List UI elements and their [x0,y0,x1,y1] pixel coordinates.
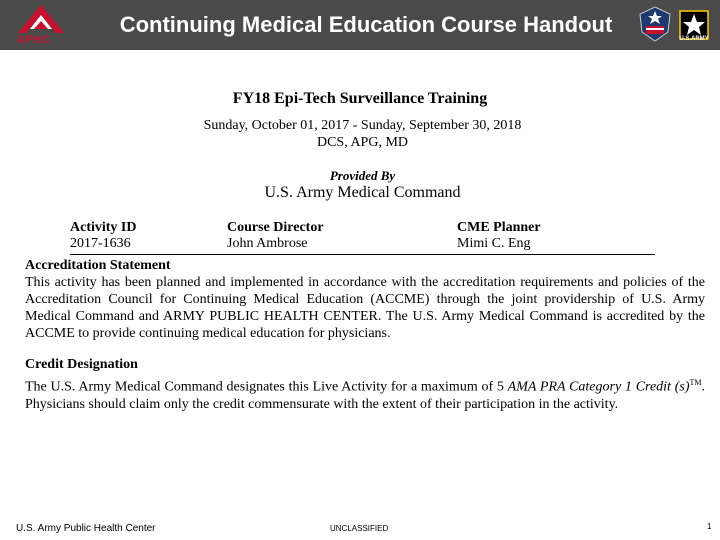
credit-body-start: The U.S. Army Medical Command designates this Live Activity for a maximum of 5 [25,379,508,395]
credit-name: AMA PRA Category 1 Credit (s) [507,379,690,395]
activity-id-label: Activity ID [70,220,137,235]
trademark-mark: TM [689,378,702,387]
course-director-column [227,220,324,252]
header-banner [0,0,720,50]
provided-by-label: Provided By [329,168,396,183]
course-dates: Sunday, October 01, 2017 - Sunday, September 30, 2018 [203,118,522,133]
page-number: 1 [707,522,712,531]
activity-id-column [70,220,137,252]
army-logo-text: U.S.ARMY [679,36,709,42]
accreditation-body: This activity has been planned and implemented in accordance with the accreditation requirements and policies of the Accreditation Council for Continuing Medical Education (ACCME) through the joint providership of U.S. Army Medical Command and ARMY PUBLIC HEALTH CENTER. The U.S. Army Medical Command is accredited by the ACCME to provide continuing medical education for physicians. [25,275,705,341]
aphc-logo-text: APHC [17,34,51,46]
credit-body [25,374,705,413]
course-title: FY18 Epi-Tech Surveillance Training [232,90,488,107]
course-director-label: Course Director [227,220,324,235]
accreditation-heading: Accreditation Statement [25,258,171,273]
cme-planner-label: CME Planner [457,220,541,235]
page-title: Continuing Medical Education Course Handout [119,12,613,37]
provider-name: U.S. Army Medical Command [264,184,461,201]
medical-command-seal-icon [638,6,672,42]
credit-body-end: . Physicians should claim only the credit commensurate with the extent of their participation in the activity. [25,379,705,412]
cme-planner-column [457,220,541,252]
footer-organization: U.S. Army Public Health Center [16,523,156,534]
credit-heading: Credit Designation [25,357,138,372]
cme-planner-value: Mimi C. Eng [457,236,531,251]
classification-label: UNCLASSIFIED [330,524,389,533]
course-location: DCS, APG, MD [316,135,409,150]
activity-id-value: 2017-1636 [70,236,131,251]
course-director-value: John Ambrose [227,236,308,251]
course-info-table [70,220,655,255]
